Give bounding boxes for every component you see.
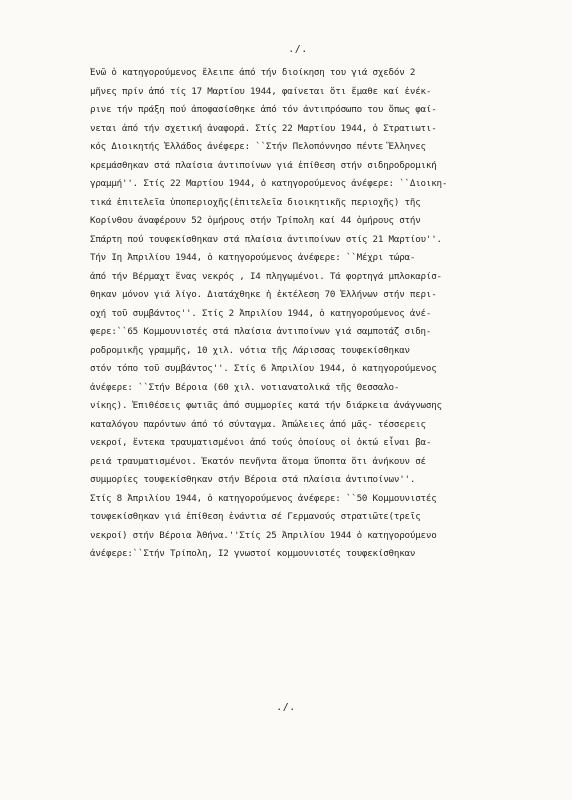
text-line: ρινε τήν πράξη πού ἀποφασίσθηκε ἀπό τόν ἀντιπρόσωπο του ὅπως φαί- xyxy=(90,104,437,115)
typewritten-body-text xyxy=(90,64,546,564)
text-line: Ἐνῶ ὁ κατηγορούμενος ἔλειπε ἀπό τήν διοίκηση του γιά σχεδόν 2 xyxy=(90,67,416,78)
text-line: Σπάρτη πού τουφεκίσθηκαν στά πλαίσια ἀντιποίνων στίς 21 Μαρτίου''. xyxy=(90,233,442,245)
text-line: κός Διοικητής Ἑλλάδος ἀνέφερε: ``Στήν Πελοπόννησο πέντε Ἕλληνες xyxy=(90,141,426,152)
text-line: συμμορίες τουφεκίσθηκαν στήν Βέροια στά πλαίσια ἀντιποίνων''. xyxy=(90,474,416,485)
text-line: τουφεκίσθηκαν γιά ἐπίθεση ἐνάντια σέ Γερμανούς στρατιῶτε(τρεῖς xyxy=(90,511,421,522)
text-line: τικά ἐπιτελεῖα ὑποπεριοχῆς(ἐπιτελεῖα διοικητικῆς περιοχῆς) τῆς xyxy=(90,196,421,208)
text-line: Τήν Ιη Ἀπριλίου 1944, ὁ κατηγορούμενος ἀνέφερε: ``Μέχρι τώρα- xyxy=(90,252,416,263)
text-line: νεται ἀπό τήν σχετική ἀναφορά. Στίς 22 Μαρτίου 1944, ὁ Στρατιωτι- xyxy=(90,122,437,134)
text-line: στόν τόπο τοῦ συμβάντος''. Στίς 6 Ἀπριλίου 1944, ὁ κατηγορούμενος xyxy=(90,363,437,374)
text-line: καταλόγου παρόντων ἀπό τό σύνταγμα. Ἀπώλειες ἀπό μᾶς- τέσσερεις xyxy=(90,418,426,430)
text-line: γραμμή''. Στίς 22 Μαρτίου 1944, ὁ κατηγορούμενος ἀνέφερε: ``Διοικη- xyxy=(90,178,448,189)
text-line: νεκροί, ἕντεκα τραυματισμένοι ἀπό τούς ὁποίους οἱ ὀκτώ εἶναι βα- xyxy=(90,437,432,448)
text-line: ρειά τραυματισμένοι. Ἑκατόν πενῆντα ἄτομα ὕποπτα ὅτι ἀνήκουν σέ xyxy=(90,455,426,467)
page-continuation-marker-top: ./. xyxy=(288,44,308,55)
text-line: οχή τοῦ συμβάντος''. Στίς 2 Ἀπριλίου 1944, ὁ κατηγορούμενος ἀνέ- xyxy=(90,307,432,319)
text-line: μῆνες πρίν ἀπό τίς 17 Μαρτίου 1944, φαίνεται ὅτι ἔμαθε καί ἐνέκ- xyxy=(90,85,432,97)
text-line: ροδρομικῆς γραμμῆς, 10 χιλ. νότια τῆς Λάρισσας τουφεκίσθηκαν xyxy=(90,344,410,356)
text-line: φερε:``65 Κομμουνιστές στά πλαίσια ἀντιποίνων γιά σαμποτάζ σιδη- xyxy=(90,326,432,337)
text-line: ἀνέφερε: ``Στήν Βέροια (60 χιλ. νοτιανατολικά τῆς Θεσσαλο- xyxy=(90,381,400,393)
page-continuation-marker-bottom: ./. xyxy=(276,702,296,713)
text-line: νίκης). Ἐπιθέσεις φωτιᾶς ἀπό συμμορίες κατά τήν διάρκεια ἀνάγνωσης xyxy=(90,400,442,411)
text-line: Στίς 8 Ἀπριλίου 1944, ὁ κατηγορούμενος ἀνέφερε: ``50 Κομμουνιστές xyxy=(90,492,437,504)
text-line: νεκροί) στήν Βέροια Ἀθήνα.''Στίς 25 Ἀπριλίου 1944 ὁ κατηγορούμενο xyxy=(90,529,437,541)
text-line: Κορίνθου ἀναφέρουν 52 ὁμήρους στήν Τρίπολη καί 44 ὁμήρους στήν xyxy=(90,215,421,226)
text-line: ἀνέφερε:``Στήν Τρίπολη, Ι2 γνωστοί κομμουνιστές τουφεκίσθηκαν xyxy=(90,548,416,559)
text-line: ἀπό τήν Βέρμαχτ ἕνας νεκρός , Ι4 πληγωμένοι. Τά φορτηγά μπλοκαρίσ- xyxy=(90,270,442,282)
text-line: κρεμάσθηκαν στά πλαίσια ἀντιποίνων γιά ἐπίθεση στήν σιδηροδρομική xyxy=(90,159,437,171)
text-line: θηκαν μόνον γιά λίγο. Διατάχθηκε ἡ ἐκτέλεση 70 Ἑλλήνων στήν περι- xyxy=(90,289,437,300)
